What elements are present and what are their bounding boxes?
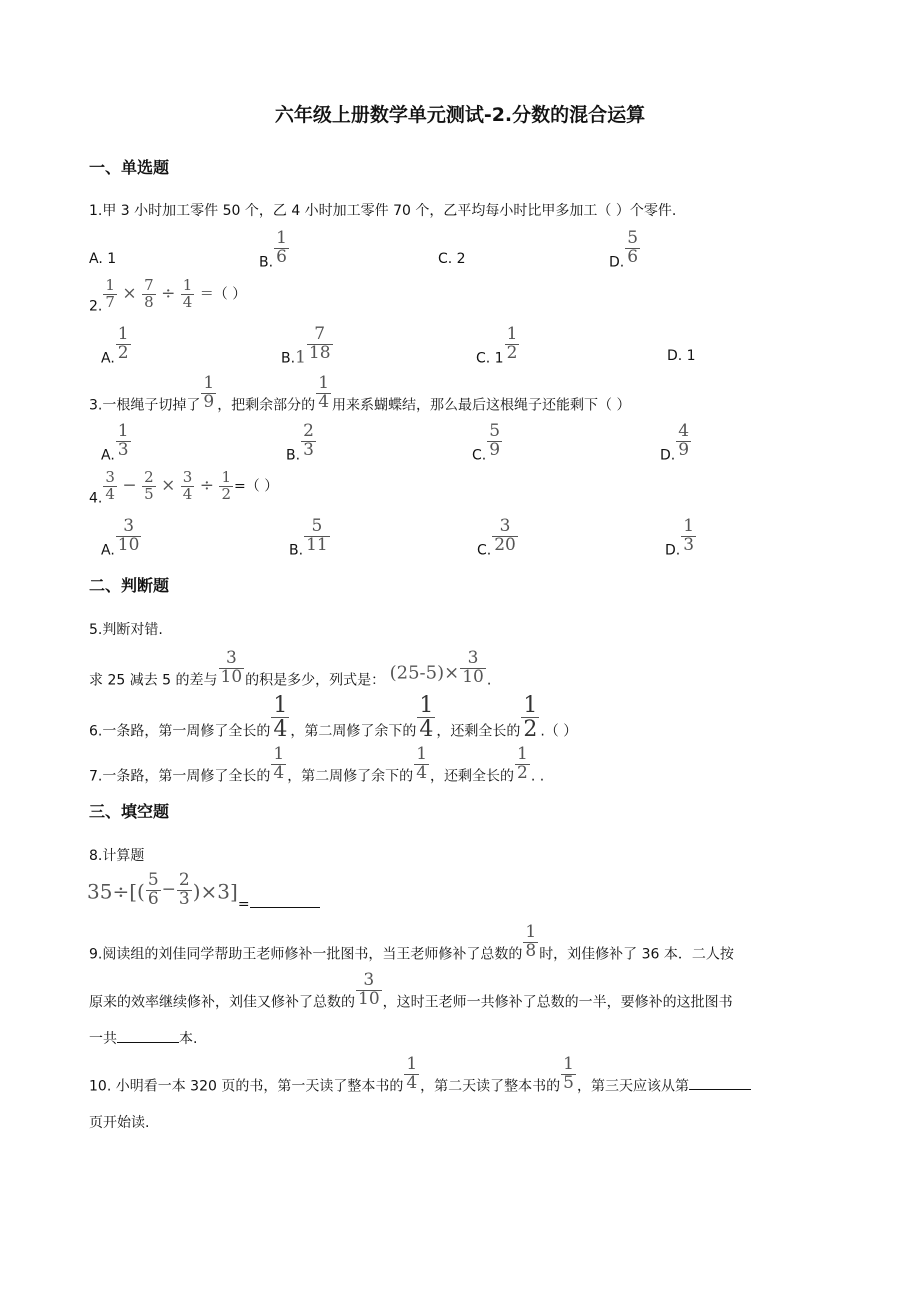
- question-3-text: 3.一根绳子切掉了 $\frac{1}{9}$ ，把剩余部分的 $\frac{1}{4}$ 用来系蝴蝶结，那么最后这根绳子还能剩下（ ）: [89, 373, 631, 414]
- q2-option-a: A. $\frac{1}{2}$: [101, 324, 129, 367]
- q3-option-c: C. $\frac{5}{9}$: [472, 421, 501, 464]
- question-1-text: 1.甲 3 小时加工零件 50 个，乙 4 小时加工零件 70 个，乙平均每小时比甲多加工（ ）个零件.: [89, 203, 677, 219]
- question-10-line-1: 10. 小明看一本 320 页的书，第一天读了整本书的 $\frac{1}{4}$ ，第二天读了整本书的 $\frac{1}{5}$ ，第三天应该从第: [89, 1056, 751, 1095]
- question-7-text: 7.一条路，第一周修了全长的 $\frac{1}{4}$ ，第二周修了余下的 $\frac{1}{4}$ ，还剩全长的 $\frac{1}{2}$ . .: [89, 744, 545, 785]
- question-4-text: 4. $\frac{3}{4}$ − $\frac{2}{5}$ × $\frac{3}{4}$ ÷ $\frac{1}{2}$ =（ ）: [89, 468, 279, 507]
- q3-option-b: B. $\frac{2}{3}$: [286, 421, 314, 464]
- q9-answer-blank[interactable]: [117, 1028, 179, 1043]
- q4-option-a: A. $\frac{3}{10}$: [101, 516, 140, 559]
- q4-option-b: B. $\frac{5}{11}$: [289, 516, 328, 559]
- q8-answer-blank[interactable]: [250, 893, 320, 908]
- q2-option-c: C. 1 $\frac{1}{2}$: [476, 324, 518, 367]
- question-5-text: 求 25 减去 5 的差与 $\frac{3}{10}$ 的积是多少，列式是： (25-5)× $\frac{3}{10}$ .: [89, 648, 492, 689]
- q3-option-d: D. $\frac{4}{9}$: [660, 421, 690, 464]
- q10-answer-blank[interactable]: [689, 1075, 751, 1090]
- section-heading-single-choice: 一、单选题: [89, 158, 170, 177]
- q1-option-a: A. 1: [89, 251, 117, 267]
- q4-option-d: D. $\frac{1}{3}$: [665, 516, 695, 559]
- q1-option-b: B. $\frac{1}{6}$: [259, 228, 287, 271]
- section-heading-true-false: 二、判断题: [89, 576, 170, 595]
- q1-option-d: D. $\frac{5}{6}$: [609, 228, 639, 271]
- question-9-line-3: 一共 本.: [89, 1028, 197, 1048]
- q2-option-d: D. 1: [667, 348, 696, 364]
- question-6-text: 6.一条路，第一周修了全长的 $\frac{1}{4}$ ，第二周修了余下的 $\frac{1}{4}$ ，还剩全长的 $\frac{1}{2}$ .（ ）: [89, 693, 578, 743]
- q1-option-c: C. 2: [438, 251, 466, 267]
- q4-option-c: C. $\frac{3}{20}$: [477, 516, 516, 559]
- q3-option-a: A. $\frac{1}{3}$: [101, 421, 129, 464]
- question-9-line-1: 9.阅读组的刘佳同学帮助王老师修补一批图书，当王老师修补了总数的 $\frac{1}{8}$ 时，刘佳修补了 36 本．二人按: [89, 922, 734, 963]
- section-heading-fill-blank: 三、填空题: [89, 802, 170, 821]
- question-8-title: 8.计算题: [89, 848, 145, 864]
- question-10-line-2: 页开始读.: [89, 1115, 150, 1131]
- question-9-line-2: 原来的效率继续修补，刘佳又修补了总数的 $\frac{3}{10}$ ，这时王老师一共修补了总数的一半，要修补的这批图书: [89, 970, 733, 1011]
- page-title: 六年级上册数学单元测试-2.分数的混合运算: [274, 104, 646, 126]
- question-5-title: 5.判断对错.: [89, 622, 163, 638]
- question-2-text: 2. $\frac{1}{7}$ × $\frac{7}{8}$ ÷ $\frac{1}{4}$ ＝（ ）: [89, 276, 247, 315]
- q2-option-b: B.1 $\frac{7}{18}$: [281, 324, 331, 368]
- question-8-expression: 35÷[( $\frac{5}{6}$ − $\frac{2}{3}$ )×3]=: [87, 872, 320, 912]
